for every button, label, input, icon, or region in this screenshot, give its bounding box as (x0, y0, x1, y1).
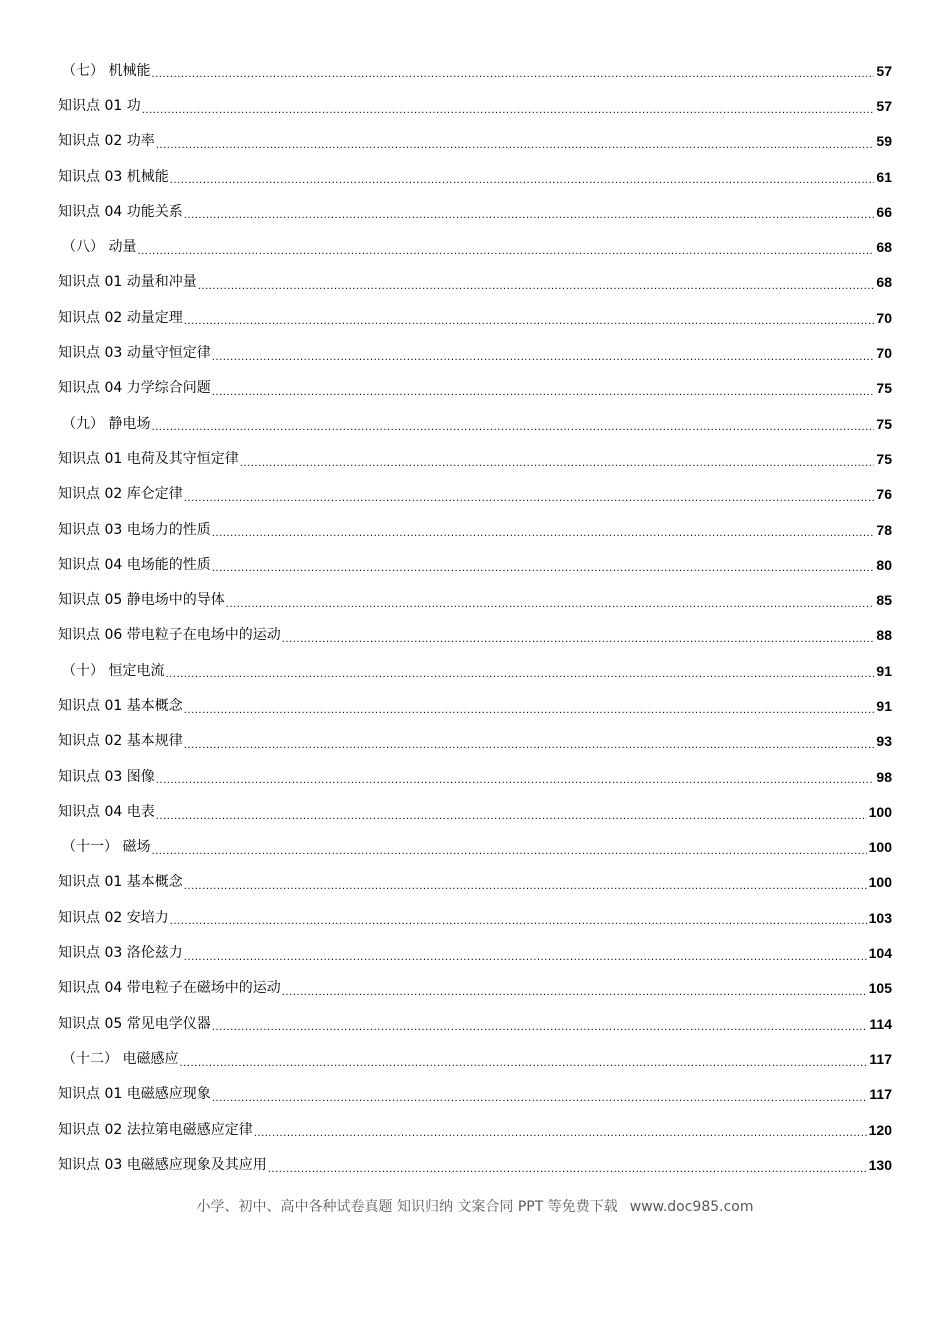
toc-entry-title: 知识点 03 机械能 (58, 168, 169, 185)
toc-entry-title: 知识点 02 基本规律 (58, 733, 183, 750)
toc-knowledge-point-entry[interactable] (58, 371, 892, 406)
toc-chapter-entry[interactable] (58, 229, 892, 264)
toc-leader-dots (212, 388, 875, 406)
toc-page-number: 70 (876, 345, 892, 362)
toc-entry-title: 知识点 04 功能关系 (58, 203, 183, 220)
toc-knowledge-point-entry[interactable] (58, 124, 892, 159)
toc-leader-dots (156, 812, 867, 830)
toc-knowledge-point-entry[interactable] (58, 1147, 892, 1182)
toc-entry-title: 知识点 01 基本概念 (58, 874, 183, 891)
footer-text: 小学、初中、高中各种试卷真题 知识归纳 文案合同 PPT 等免费下载 (196, 1199, 618, 1215)
toc-leader-dots (156, 776, 875, 794)
toc-knowledge-point-entry[interactable] (58, 88, 892, 123)
toc-page-number: 100 (868, 839, 892, 856)
toc-leader-dots (212, 353, 875, 371)
toc-entry-title: 知识点 02 库仑定律 (58, 486, 183, 503)
toc-page-number: 93 (876, 733, 892, 750)
toc-leader-dots (170, 176, 875, 194)
toc-entry-title: 知识点 03 动量守恒定律 (58, 345, 211, 362)
toc-knowledge-point-entry[interactable] (58, 971, 892, 1006)
toc-entry-title: （七） 机械能 (62, 62, 151, 79)
toc-leader-dots (198, 282, 875, 300)
toc-page-number: 104 (868, 945, 892, 962)
toc-page-number: 75 (876, 380, 892, 397)
toc-knowledge-point-entry[interactable] (58, 935, 892, 970)
toc-leader-dots (170, 917, 867, 935)
toc-leader-dots (212, 1023, 868, 1041)
toc-leader-dots (268, 1165, 867, 1183)
toc-page-number: 61 (876, 168, 892, 185)
toc-leader-dots (151, 70, 874, 88)
toc-page-number: 117 (869, 1086, 892, 1103)
toc-chapter-entry[interactable] (58, 406, 892, 441)
toc-leader-dots (212, 564, 875, 582)
toc-page-number: 100 (868, 874, 892, 891)
toc-entry-title: 知识点 02 动量定理 (58, 309, 183, 326)
toc-entry-title: 知识点 02 法拉第电磁感应定律 (58, 1121, 253, 1138)
toc-entry-title: 知识点 05 静电场中的导体 (58, 592, 225, 609)
toc-leader-dots (240, 459, 875, 477)
toc-knowledge-point-entry[interactable] (58, 1006, 892, 1041)
toc-leader-dots (184, 494, 875, 512)
toc-leader-dots (165, 670, 874, 688)
toc-page-number: 130 (868, 1156, 892, 1173)
toc-leader-dots (137, 247, 874, 265)
toc-entry-title: （九） 静电场 (62, 415, 151, 432)
toc-page-number: 70 (876, 309, 892, 326)
toc-knowledge-point-entry[interactable] (58, 194, 892, 229)
toc-leader-dots (156, 141, 875, 159)
toc-entry-title: 知识点 04 电场能的性质 (58, 556, 211, 573)
toc-page-number: 98 (876, 768, 892, 785)
toc-entry-title: 知识点 04 电表 (58, 803, 155, 820)
toc-knowledge-point-entry[interactable] (58, 582, 892, 617)
toc-page-number: 66 (876, 203, 892, 220)
toc-leader-dots (184, 953, 867, 971)
toc-chapter-entry[interactable] (58, 1041, 892, 1076)
toc-entry-title: 知识点 05 常见电学仪器 (58, 1015, 211, 1032)
toc-knowledge-point-entry[interactable] (58, 265, 892, 300)
toc-leader-dots (254, 1129, 867, 1147)
toc-entry-title: （八） 动量 (62, 239, 137, 256)
toc-knowledge-point-entry[interactable] (58, 300, 892, 335)
toc-page-number: 75 (876, 415, 892, 432)
toc-entry-title: 知识点 04 带电粒子在磁场中的运动 (58, 980, 281, 997)
toc-entry-title: 知识点 01 电荷及其守恒定律 (58, 450, 239, 467)
toc-knowledge-point-entry[interactable] (58, 900, 892, 935)
toc-page-number: 80 (876, 556, 892, 573)
page-footer (0, 1196, 950, 1216)
toc-page-number: 57 (876, 62, 892, 79)
toc-leader-dots (212, 529, 875, 547)
toc-page-number: 100 (868, 803, 892, 820)
toc-page-number: 88 (876, 627, 892, 644)
toc-leader-dots (184, 211, 875, 229)
toc-leader-dots (184, 706, 875, 724)
toc-leader-dots (282, 635, 875, 653)
toc-entry-title: （十） 恒定电流 (62, 662, 165, 679)
toc-chapter-entry[interactable] (58, 830, 892, 865)
toc-page-number: 120 (868, 1121, 892, 1138)
toc-leader-dots (151, 423, 874, 441)
toc-knowledge-point-entry[interactable] (58, 1112, 892, 1147)
toc-knowledge-point-entry[interactable] (58, 724, 892, 759)
toc-leader-dots (179, 1059, 867, 1077)
toc-knowledge-point-entry[interactable] (58, 794, 892, 829)
toc-entry-title: 知识点 03 电磁感应现象及其应用 (58, 1156, 267, 1173)
toc-entry-title: （十二） 电磁感应 (62, 1050, 179, 1067)
toc-knowledge-point-entry[interactable] (58, 441, 892, 476)
toc-knowledge-point-entry[interactable] (58, 1077, 892, 1112)
toc-page-number: 78 (876, 521, 892, 538)
toc-leader-dots (212, 1094, 868, 1112)
toc-page-number: 75 (876, 450, 892, 467)
toc-knowledge-point-entry[interactable] (58, 547, 892, 582)
toc-page-number: 57 (876, 97, 892, 114)
toc-leader-dots (184, 882, 867, 900)
toc-page-number: 68 (876, 239, 892, 256)
toc-page-number: 91 (876, 697, 892, 714)
toc-entry-title: 知识点 03 电场力的性质 (58, 521, 211, 538)
toc-leader-dots (151, 847, 866, 865)
toc-chapter-entry[interactable] (58, 53, 892, 88)
footer-url-link[interactable]: www.doc985.com (629, 1199, 754, 1215)
toc-entry-title: 知识点 03 洛伦兹力 (58, 945, 183, 962)
toc-entry-title: （十一） 磁场 (62, 839, 151, 856)
table-of-contents (58, 53, 892, 1183)
toc-entry-title: 知识点 04 力学综合问题 (58, 380, 211, 397)
toc-entry-title: 知识点 01 基本概念 (58, 697, 183, 714)
toc-entry-title: 知识点 03 图像 (58, 768, 155, 785)
toc-entry-title: 知识点 01 动量和冲量 (58, 274, 197, 291)
toc-chapter-entry[interactable] (58, 653, 892, 688)
toc-knowledge-point-entry[interactable] (58, 477, 892, 512)
toc-page-number: 85 (876, 592, 892, 609)
toc-entry-title: 知识点 02 功率 (58, 133, 155, 150)
toc-page-number: 117 (869, 1050, 892, 1067)
toc-page-number: 68 (876, 274, 892, 291)
toc-page-number: 91 (876, 662, 892, 679)
toc-knowledge-point-entry[interactable] (58, 159, 892, 194)
toc-leader-dots (142, 106, 875, 124)
toc-leader-dots (184, 317, 875, 335)
toc-leader-dots (282, 988, 867, 1006)
toc-knowledge-point-entry[interactable] (58, 865, 892, 900)
toc-page-number: 76 (876, 486, 892, 503)
toc-knowledge-point-entry[interactable] (58, 335, 892, 370)
toc-page-number: 103 (868, 909, 892, 926)
toc-leader-dots (184, 741, 875, 759)
toc-knowledge-point-entry[interactable] (58, 759, 892, 794)
toc-knowledge-point-entry[interactable] (58, 512, 892, 547)
toc-page-number: 114 (869, 1015, 892, 1032)
toc-entry-title: 知识点 06 带电粒子在电场中的运动 (58, 627, 281, 644)
toc-entry-title: 知识点 01 功 (58, 97, 141, 114)
toc-page-number: 105 (868, 980, 892, 997)
toc-entry-title: 知识点 02 安培力 (58, 909, 169, 926)
toc-entry-title: 知识点 01 电磁感应现象 (58, 1086, 211, 1103)
toc-page-number: 59 (876, 133, 892, 150)
toc-leader-dots (226, 600, 875, 618)
toc-knowledge-point-entry[interactable] (58, 688, 892, 723)
toc-knowledge-point-entry[interactable] (58, 618, 892, 653)
